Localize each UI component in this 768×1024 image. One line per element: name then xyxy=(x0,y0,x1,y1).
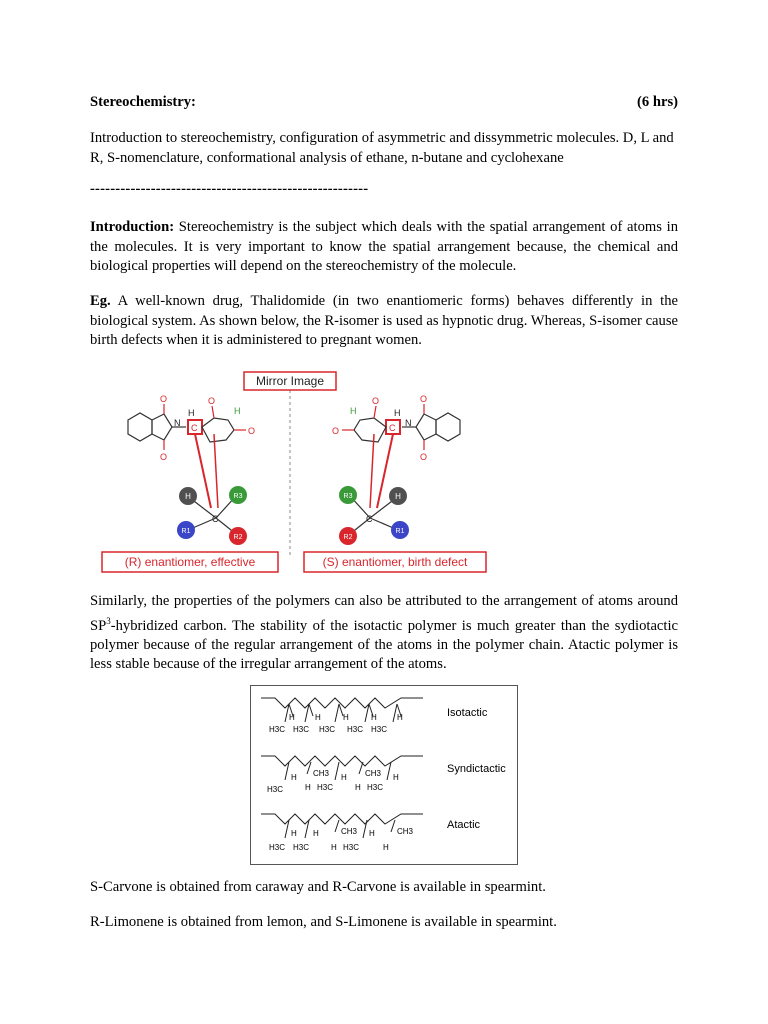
atom-label: R2 xyxy=(343,534,353,541)
r-molecule xyxy=(128,404,246,450)
atom-label: H3C xyxy=(267,785,284,794)
atom-label: R3 xyxy=(233,493,243,500)
atom-label: H3C xyxy=(319,725,336,734)
atom-label: R1 xyxy=(395,528,405,535)
example-paragraph xyxy=(90,292,678,351)
atom-label: H xyxy=(383,843,389,852)
atom-label: H3C xyxy=(269,843,286,852)
atom-label: N xyxy=(405,418,412,428)
atom-label: H xyxy=(289,713,295,722)
atom-label: H xyxy=(315,713,321,722)
atom-label: R2 xyxy=(233,534,243,541)
atom-label: H xyxy=(185,492,191,501)
s-molecule xyxy=(342,404,460,450)
atom-label: N xyxy=(174,418,181,428)
atom-label: H xyxy=(395,492,401,501)
section-title: Stereochemistry: xyxy=(90,94,196,110)
atom-label: H xyxy=(291,773,297,782)
atom-label: H3C xyxy=(269,725,286,734)
thalidomide-figure xyxy=(98,368,494,580)
atom-label: H3C xyxy=(343,843,360,852)
polymers-text-1: Similarly, the properties of the polymers can also be attributed to the arrangement of atoms around SP xyxy=(90,593,678,634)
atom-label: H xyxy=(234,406,241,416)
r-enantiomer-label: (R) enantiomer, effective xyxy=(124,555,256,569)
atom-label: H xyxy=(369,829,375,838)
example-text: A well-known drug, Thalidomide (in two enantiomeric forms) behaves differently in the biological system. As shown below, the R-isomer is used as hypnotic drug. Whereas, S-isomer cause birth defects when it is administered to pregnant women. xyxy=(90,293,678,348)
atom-label: O xyxy=(420,452,428,462)
atom-label: CH3 xyxy=(313,769,330,778)
atom-label: O xyxy=(160,452,168,462)
atom-label: H xyxy=(393,773,399,782)
atom-label: CH3 xyxy=(397,827,414,836)
s-enantiomer-label: (S) enantiomer, birth defect xyxy=(322,555,468,569)
atom-label: H xyxy=(350,406,357,416)
isotactic-label: Isotactic xyxy=(447,707,488,719)
polymers-text-2: -hybridized carbon. The stability of the isotactic polymer is much greater than the sydiotactic polymer because of the regular arrangement of the atoms in the polymer chain. Atactic polymer is less stable because of the irregular arrangement of the atoms. xyxy=(90,617,678,673)
atom-label: H3C xyxy=(293,843,310,852)
atom-label: H xyxy=(355,783,361,792)
syndiotactic-label: Syndictactic xyxy=(447,763,506,775)
atom-label: CH3 xyxy=(341,827,358,836)
atom-label: H xyxy=(397,713,403,722)
atom-label: H3C xyxy=(317,783,334,792)
atom-label: H xyxy=(291,829,297,838)
limonene-sentence: R-Limonene is obtained from lemon, and S-Limonene is available in spearmint. xyxy=(90,914,557,930)
polymer-tacticity-figure xyxy=(250,685,518,865)
divider-line: ------------------------------------------------------- xyxy=(90,181,369,197)
intro-text: Stereochemistry is the subject which deals with the spatial arrangement of atoms in the molecules. It is very important to know the spatial arrangement because, the chemical and biological properties will depend on the stereochemistry of the molecule. xyxy=(90,219,678,274)
atactic-label: Atactic xyxy=(447,819,481,831)
atom-label: O xyxy=(248,426,256,436)
atom-label: O xyxy=(332,426,340,436)
atom-label: R3 xyxy=(343,493,353,500)
atom-label: H xyxy=(394,408,401,418)
atom-label: C xyxy=(366,514,373,524)
atom-label: H3C xyxy=(347,725,364,734)
atom-label: C xyxy=(389,423,396,433)
atom-label: H3C xyxy=(367,783,384,792)
atom-label: C xyxy=(212,514,219,524)
atom-label: O xyxy=(372,396,380,406)
atom-label: H3C xyxy=(371,725,388,734)
atom-label: O xyxy=(160,394,168,404)
atom-label: H3C xyxy=(293,725,310,734)
atom-label: H xyxy=(371,713,377,722)
carvone-sentence: S-Carvone is obtained from caraway and R-Carvone is available in spearmint. xyxy=(90,879,546,895)
mirror-image-label: Mirror Image xyxy=(255,374,325,388)
atom-label: H xyxy=(305,783,311,792)
polymers-sup: 3 xyxy=(106,615,111,626)
atom-label: H xyxy=(188,408,195,418)
atom-label: O xyxy=(420,394,428,404)
intro-paragraph xyxy=(90,218,678,277)
atom-label: C xyxy=(191,423,198,433)
intro-label: Introduction: xyxy=(90,219,175,235)
polymers-paragraph xyxy=(90,592,678,675)
atom-label: O xyxy=(208,396,216,406)
atom-label: H xyxy=(331,843,337,852)
syllabus-paragraph: Introduction to stereochemistry, configuration of asymmetric and dissymmetric molecules. D, L and R, S-nomenclature, conformational analysis of ethane, n-butane and cyclohexane xyxy=(90,130,674,166)
atom-label: H xyxy=(313,829,319,838)
atom-label: H xyxy=(343,713,349,722)
section-heading xyxy=(90,94,678,111)
section-hours: (6 hrs) xyxy=(637,94,678,110)
atom-label: H xyxy=(341,773,347,782)
atom-label: CH3 xyxy=(365,769,382,778)
atom-label: R1 xyxy=(181,528,191,535)
example-label: Eg. xyxy=(90,293,111,309)
